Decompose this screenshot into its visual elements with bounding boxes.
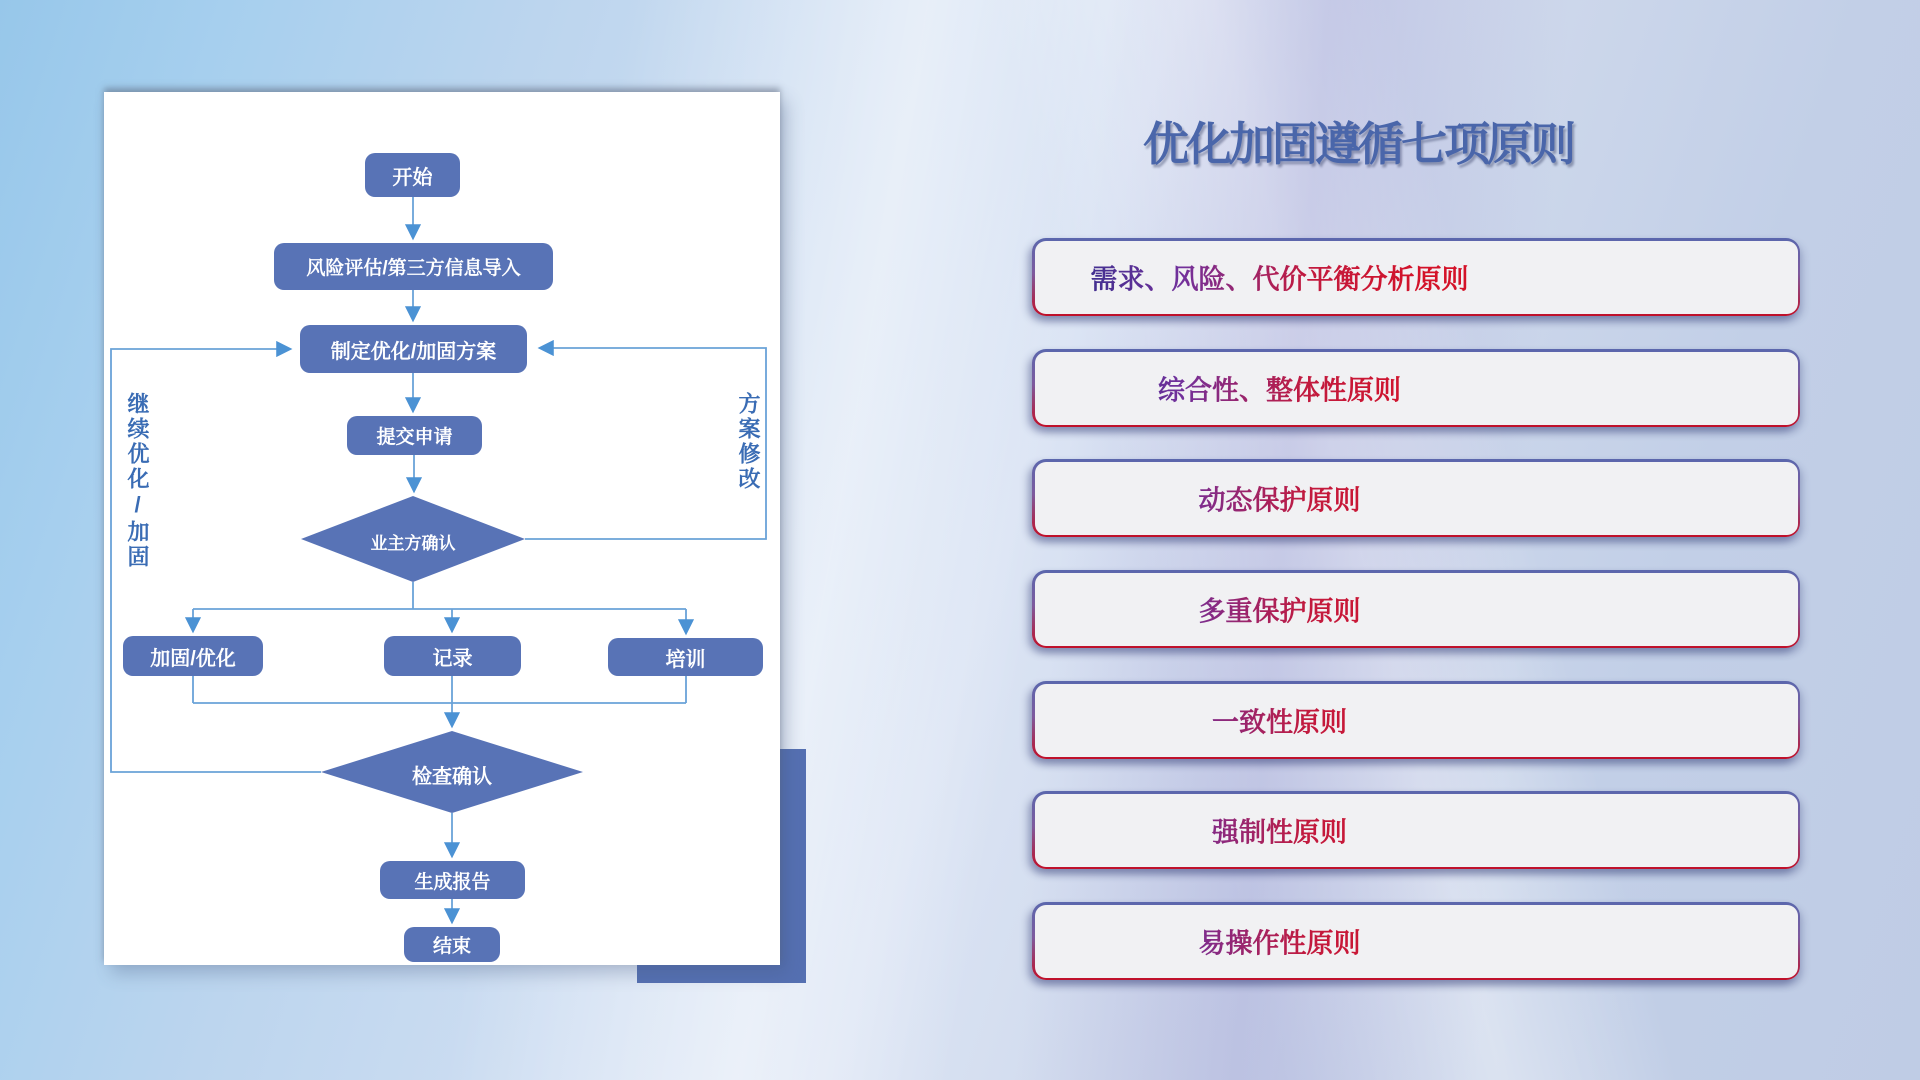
principle-label-7: 易操作性原则 <box>1035 922 1525 961</box>
principle-label-1: 需求、风险、代价平衡分析原则 <box>1035 258 1525 297</box>
flowchart-node-reinforce: 加固/优化 <box>123 636 263 676</box>
principle-box-2 <box>1032 349 1800 427</box>
flowchart-label-plan-revise: 方案修改 <box>736 392 761 492</box>
principle-label-6: 强制性原则 <box>1035 811 1525 850</box>
principle-box-4 <box>1032 570 1800 648</box>
flowchart-node-risk-import: 风险评估/第三方信息导入 <box>274 243 553 290</box>
principle-label-3: 动态保护原则 <box>1035 479 1525 518</box>
flowchart-node-training: 培训 <box>608 638 763 676</box>
flowchart-node-check-confirm-label: 检查确认 <box>412 766 492 788</box>
flowchart-panel <box>104 92 780 965</box>
page-title: 优化加固遵循七项原则 <box>1143 118 1573 170</box>
flowchart-node-record: 记录 <box>384 636 521 676</box>
principle-label-2: 综合性、整体性原则 <box>1035 369 1525 408</box>
flowchart-node-make-plan: 制定优化/加固方案 <box>300 325 527 373</box>
flowchart-node-start: 开始 <box>365 153 460 197</box>
principle-box-5 <box>1032 681 1800 759</box>
principle-box-7 <box>1032 902 1800 980</box>
principle-label-5: 一致性原则 <box>1035 701 1525 740</box>
flowchart-node-owner-confirm-label: 业主方确认 <box>370 534 456 553</box>
principle-box-6 <box>1032 791 1800 869</box>
principle-box-3 <box>1032 459 1800 537</box>
flowchart-label-continue-optimize: 继续优化/加固 <box>125 392 150 570</box>
flowchart-node-end: 结束 <box>404 927 500 962</box>
flowchart-node-report: 生成报告 <box>380 861 525 899</box>
principle-label-4: 多重保护原则 <box>1035 590 1525 629</box>
principle-box-1 <box>1032 238 1800 316</box>
flowchart-node-submit: 提交申请 <box>347 416 482 455</box>
